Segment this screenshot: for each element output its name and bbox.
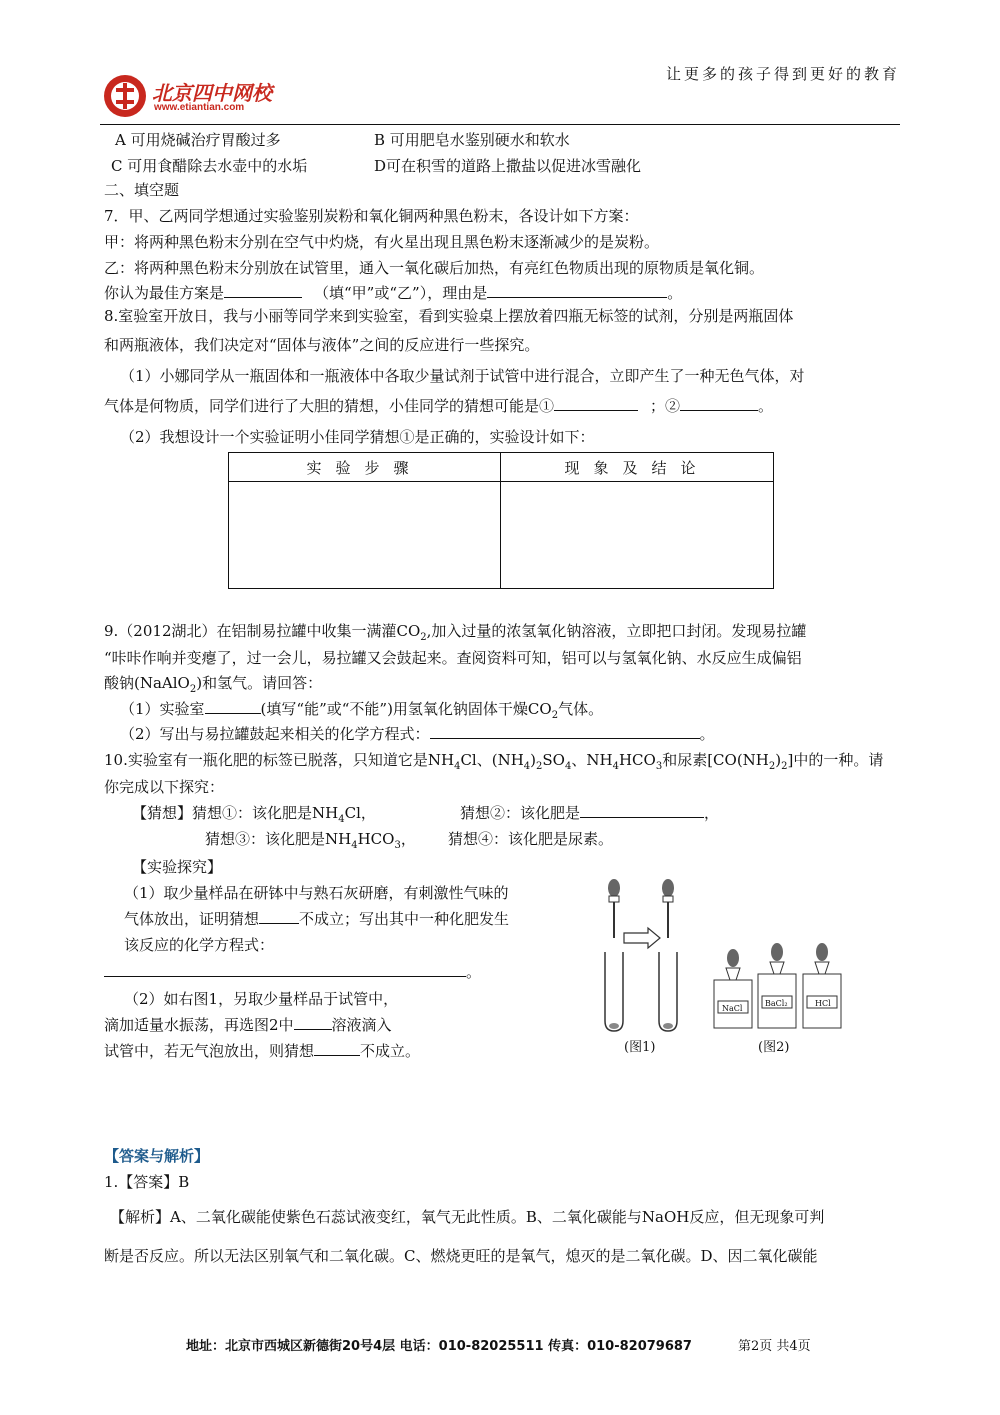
bottle-hcl-icon (803, 943, 841, 1028)
test-tube-2-icon (659, 952, 677, 1031)
q8-line2: 和两瓶液体，我们决定对“固体与液体”之间的反应进行一些探究。 (104, 336, 540, 354)
footer-page: 第2页 共4页 (738, 1339, 811, 1354)
logo-url: www.etiantian.com (154, 102, 245, 113)
answer-1: 1.【答案】B (104, 1173, 190, 1191)
slogan: 让更多的孩子得到更好的教育 (665, 65, 900, 83)
q10-explore-label: 【实验探究】 (132, 858, 223, 876)
q7-stem: 7．甲、乙两同学想通过实验鉴别炭粉和氧化铜两种黑色粉末，各设计如下方案： (104, 207, 639, 225)
figure-2-caption: (图2) (758, 1040, 790, 1055)
q10-e2-line2: 滴加适量水振荡，再选图2中 溶液滴入 (104, 1016, 392, 1034)
answer-1-expl-line2: 断是否反应。所以无法区别氧气和二氧化碳。C、燃烧更旺的是氧气，熄灭的是二氧化碳。D、因二氧化碳能 (104, 1247, 818, 1265)
q10-blank-equation[interactable] (104, 962, 466, 977)
test-tube-1-icon (605, 952, 623, 1031)
q7-blank-2[interactable] (487, 283, 667, 298)
answer-1-expl-line1: 【解析】A、二氧化碳能使紫色石蕊试液变红，氧气无此性质。B、二氧化碳能与NaOH反应，但无现象可判 (110, 1208, 825, 1226)
option-a: A 可用烧碱治疗胃酸过多 (115, 131, 281, 149)
q9-blank-2[interactable] (430, 724, 700, 739)
q10-e2-line1: （2）如右图1，另取少量样品于试管中， (124, 990, 399, 1008)
option-c: C 可用食醋除去水壶中的水垢 (111, 157, 308, 175)
footer-address: 地址：北京市西城区新德街20号4层 电话：010-82025511 传真：010-82079687 (186, 1339, 692, 1354)
q10-e1-line4: 。 (104, 962, 481, 982)
q8-p1-text-c: 。 (758, 397, 774, 415)
q8-p2: （2）我想设计一个实验证明小佳同学猜想①是正确的，实验设计如下： (120, 428, 595, 446)
q10-guess-4: 猜想④：该化肥是尿素。 (448, 830, 614, 848)
q7-jia: 甲：将两种黑色粉末分别在空气中灼烧，有火星出现且黑色粉末逐渐减少的是炭粉。 (104, 233, 660, 251)
q8-p1-text-b: ；② (650, 397, 681, 415)
q10-e1-line1: （1）取少量样品在研钵中与熟石灰研磨，有刺激性气味的 (124, 884, 509, 902)
q7-ask-text3: 。 (667, 284, 683, 302)
q8-blank-1[interactable] (554, 396, 638, 411)
q9-p2: （2）写出与易拉罐鼓起来相关的化学方程式： 。 (120, 725, 715, 743)
bottle-label-nacl: NaCl (722, 1004, 743, 1013)
q10-blank-e2a[interactable] (294, 1015, 332, 1030)
q10-blank-guess2[interactable] (580, 803, 704, 818)
q10-line2: 你完成以下探究： (104, 778, 225, 796)
table-header-results: 现象及结论 (501, 453, 774, 482)
q8-blank-2[interactable] (680, 396, 758, 411)
q8-p1-line2 (104, 396, 773, 416)
experiment-table (228, 452, 774, 589)
table-cell-results[interactable] (501, 482, 774, 589)
logo-text: 北京四中网校 (152, 81, 272, 105)
option-b: B 可用肥皂水鉴别硬水和软水 (374, 131, 570, 149)
q10-guess-row1: 【猜想】猜想①：该化肥是$NH_4Cl$， (132, 804, 376, 825)
bottle-nacl-icon (714, 949, 752, 1028)
q9-line3: 酸钠(NaAlO$_2$)和氢气。请回答： (104, 674, 323, 695)
figure-1-caption: (图1) (624, 1040, 656, 1055)
q9-line1: 9.（2012湖北）在铝制易拉罐中收集一满灌$CO_2$,加入过量的浓氢氧化钠溶液，立即把口封闭。发现易拉罐 (104, 622, 807, 643)
q10-e2-line3: 试管中，若无气泡放出，则猜想 不成立。 (104, 1042, 421, 1060)
table-header-steps: 实验步骤 (229, 453, 501, 482)
table-cell-steps[interactable] (229, 482, 501, 589)
q7-blank-1[interactable] (224, 283, 302, 298)
bottle-label-bacl2: BaCl₂ (765, 999, 788, 1008)
q10-blank-e2b[interactable] (314, 1041, 360, 1056)
option-d: D可在积雪的道路上撒盐以促进冰雪融化 (374, 157, 642, 175)
q8-line1: 8.室验室开放日，我与小丽等同学来到实验室，看到实验桌上摆放着四瓶无标签的试剂，分别是两瓶固体 (104, 307, 794, 325)
q10-guess-2: 猜想②：该化肥是 ， (460, 804, 720, 822)
q8-p1-line1: （1）小娜同学从一瓶固体和一瓶液体中各取少量试剂于试管中进行混合，立即产生了一种无色气体，对 (120, 367, 805, 385)
bottle-label-hcl: HCl (815, 999, 831, 1008)
bottle-bacl2-icon (758, 943, 796, 1028)
q8-p1-text-a: 气体是何物质，同学们进行了大胆的猜想，小佳同学的猜想可能是① (104, 397, 555, 415)
q9-line2: “咔咔作响并变瘪了，过一会儿，易拉罐又会鼓起来。查阅资料可知，铝可以与氢氧化钠、水反应生成偏铝 (104, 649, 802, 667)
q9-p1: （1）实验室 (填写“能”或“不能”)用氢氧化钠固体干燥$CO_2$气体。 (120, 700, 604, 721)
q10-e1-line3: 该反应的化学方程式： (124, 936, 275, 954)
q10-e1-line2: 气体放出，证明猜想 不成立；写出其中一种化肥发生 (124, 910, 510, 928)
arrow-icon (624, 928, 660, 948)
q10-line1: 10.实验室有一瓶化肥的标签已脱落，只知道它是$NH_4Cl$、$(NH_4)_2SO_4$、$NH_4HCO_3$和尿素$[CO(NH_2)_2]$中的一种。请 (104, 751, 884, 772)
q10-guess-3: 猜想③：该化肥是$NH_4HCO_3$， (205, 830, 416, 851)
answers-title: 【答案与解析】 (104, 1147, 210, 1165)
dropper-2-icon (662, 879, 674, 938)
dropper-1-icon (608, 879, 620, 938)
section-title: 二、填空题 (104, 181, 180, 199)
header-rule (100, 124, 900, 125)
q10-blank-e1[interactable] (259, 909, 299, 924)
logo-icon (102, 73, 148, 119)
q7-ask-text2: （填“甲”或“乙”），理由是 (314, 284, 488, 302)
q9-blank-1[interactable] (205, 699, 261, 714)
q7-yi: 乙：将两种黑色粉末分别放在试管里，通入一氧化碳后加热，有亮红色物质出现的原物质是氧化铜。 (104, 259, 765, 277)
q7-ask-text1: 你认为最佳方案是 (104, 284, 225, 302)
q7-ask (104, 283, 682, 303)
header (100, 55, 900, 125)
